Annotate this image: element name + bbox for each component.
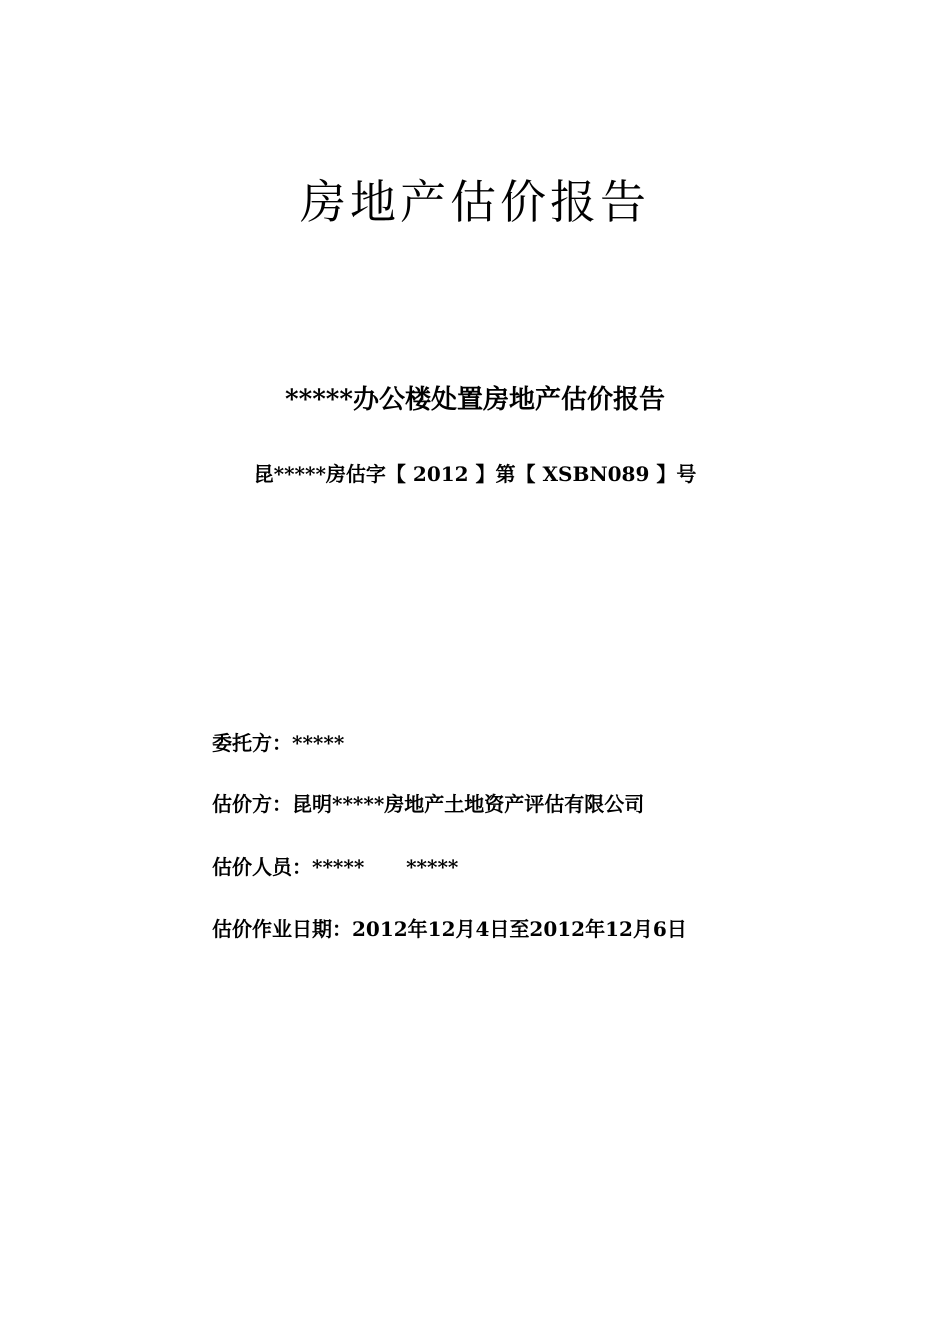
client-line xyxy=(212,727,344,759)
staff-label: 估价人员： xyxy=(212,855,312,879)
period-line xyxy=(212,913,687,945)
period-label: 估价作业日期： xyxy=(212,917,352,941)
appraiser-label: 估价方： xyxy=(212,792,292,816)
client-value: ***** xyxy=(292,731,345,755)
client-label: 委托方： xyxy=(212,731,292,755)
report-subtitle: *****办公楼处置房地产估价报告 xyxy=(285,385,665,415)
appraiser-line xyxy=(212,788,644,820)
main-title: 房地产估价报告 xyxy=(300,175,650,229)
staff-line xyxy=(212,851,458,883)
staff-value: ***** ***** xyxy=(312,855,459,879)
period-value: 2012年12月4日至2012年12月6日 xyxy=(352,917,687,941)
report-number: 昆*****房估字【 2012 】第【 XSBN089 】号 xyxy=(253,462,697,486)
appraiser-value: 昆明*****房地产土地资产评估有限公司 xyxy=(292,792,645,816)
